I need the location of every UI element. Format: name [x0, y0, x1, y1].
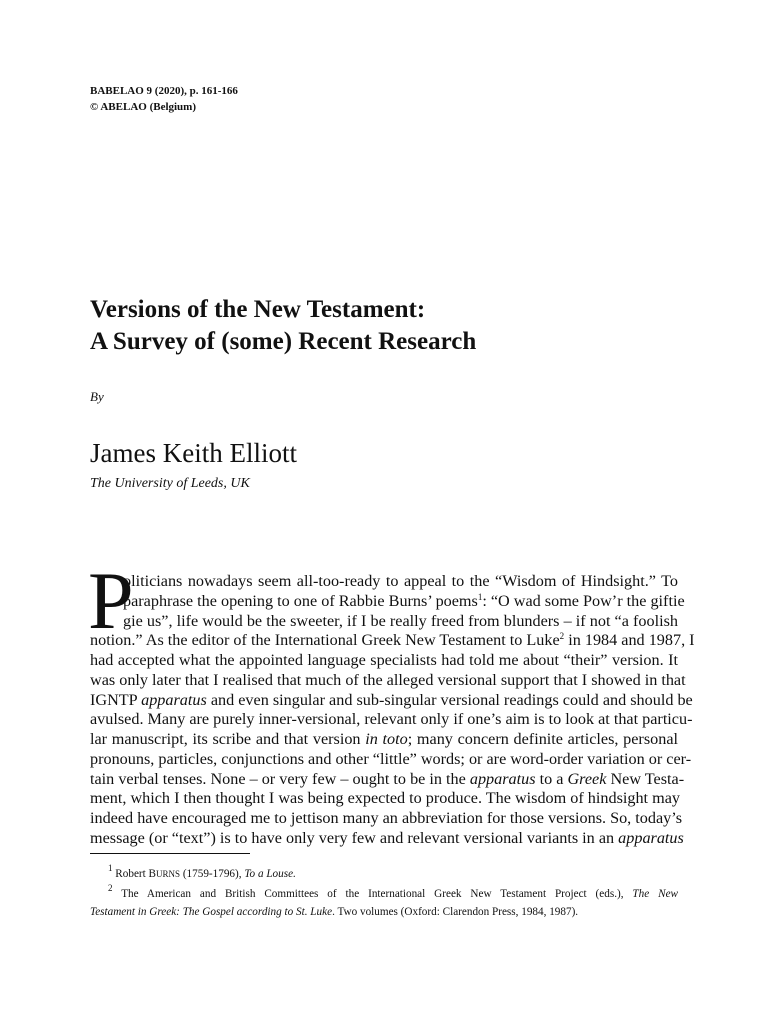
text-run: to a: [535, 769, 568, 788]
article-title: [90, 294, 476, 358]
text-line: [90, 670, 686, 691]
text-run: The New: [632, 888, 678, 900]
text-run: : “O wad some Pow’r the giftie: [482, 591, 685, 610]
text-run: New Testa-: [606, 769, 685, 788]
text-run: Robert B: [112, 868, 157, 880]
text-run: IGNTP: [90, 690, 142, 709]
text-run: had accepted what the appointed language specialists had told me about “their” version. It: [90, 651, 678, 669]
text-line: [90, 730, 678, 750]
text-line: [90, 710, 693, 730]
text-line: [90, 631, 695, 651]
journal-header: [90, 83, 238, 115]
text-run: and even singular and sub-singular versional readings could and should be: [206, 690, 693, 709]
text-run: ment, which I then thought I was being expected to produce. The wisdom of hindsight may: [90, 789, 680, 808]
title-line-1: Versions of the New Testament:: [90, 296, 426, 323]
text-run: To a Louse.: [244, 868, 296, 880]
title-line-2: A Survey of (some) Recent Research: [90, 328, 477, 355]
text-run: apparatus: [469, 769, 536, 788]
footnote-line: [90, 903, 678, 921]
text-run: was only later that I realised that much of the alleged versional support that I showed in that: [90, 670, 686, 689]
footnote-ref[interactable]: 1: [108, 863, 113, 873]
text-run: URNS: [156, 869, 181, 879]
text-run: oliticians nowadays seem all-too-ready to appeal to the “Wisdom of Hindsight.” To: [123, 572, 678, 590]
footnote-separator: [90, 853, 250, 854]
text-run: paraphrase the opening to one of Rabbie Burns’ poems: [123, 591, 478, 610]
text-run: in 1984 and 1987, I: [564, 631, 695, 650]
footnote-1: [90, 865, 678, 883]
footnote-ref[interactable]: 1: [477, 591, 483, 602]
byline: By: [90, 389, 104, 404]
text-line: [90, 651, 678, 671]
text-line: [123, 591, 685, 612]
text-run: gie us”, life would be the sweeter, if I be really freed from blunders – if not “a foolish: [123, 611, 678, 630]
text-run: notion.” As the editor of the International Greek New Testament to Luke: [90, 631, 560, 650]
text-line: [90, 809, 683, 829]
text-line: [90, 749, 692, 770]
text-run: tain verbal tenses. None – or very few – ought to be in the: [90, 769, 470, 788]
text-run: apparatus: [141, 690, 207, 709]
text-line: [90, 690, 693, 711]
footnote-ref[interactable]: 2: [559, 631, 565, 642]
author-name: James Keith Elliott: [90, 438, 297, 468]
text-run: in toto: [365, 730, 408, 748]
author-affiliation: The University of Leeds, UK: [90, 476, 250, 491]
body-paragraph: [90, 572, 695, 849]
text-run: lar manuscript, its scribe and that version: [90, 730, 366, 748]
text-run: Greek: [567, 769, 607, 788]
text-run: message (or “text”) is to have only very few and relevant versional variants in an: [90, 828, 619, 847]
text-line: [123, 612, 678, 632]
copyright-notice: © ABELAO (Belgium): [90, 101, 197, 113]
text-run: apparatus: [618, 828, 684, 847]
footnote-2: [90, 885, 678, 921]
text-run: (1759-1796),: [180, 868, 245, 880]
text-line: [123, 572, 678, 592]
text-run: indeed have encouraged me to jettison many an abbreviation for those versions. So, today’s: [90, 809, 683, 827]
drop-cap: P: [88, 555, 134, 646]
text-line: [90, 769, 685, 790]
text-run: The American and British Committees of the International Greek New Testament Project (eds.),: [112, 888, 633, 900]
text-line: [90, 828, 684, 849]
journal-citation: BABELAO 9 (2020), p. 161-166: [90, 85, 238, 97]
footnote-line: [108, 865, 678, 883]
text-run: avulsed. Many are purely inner-versional, relevant only if one’s aim is to look at that particu-: [90, 710, 693, 729]
footnote-ref[interactable]: 2: [108, 883, 113, 893]
text-run: ; many concern definite articles, personal: [407, 730, 678, 748]
footnote-line: [108, 885, 678, 903]
text-run: . Two volumes (Oxford: Clarendon Press, 1984, 1987).: [332, 906, 579, 918]
text-run: pronouns, particles, conjunctions and other “little” words; or are word-order variation or cer-: [90, 749, 692, 768]
text-line: [90, 789, 678, 809]
text-run: Testament in Greek: The Gospel according to St. Luke: [90, 906, 333, 918]
